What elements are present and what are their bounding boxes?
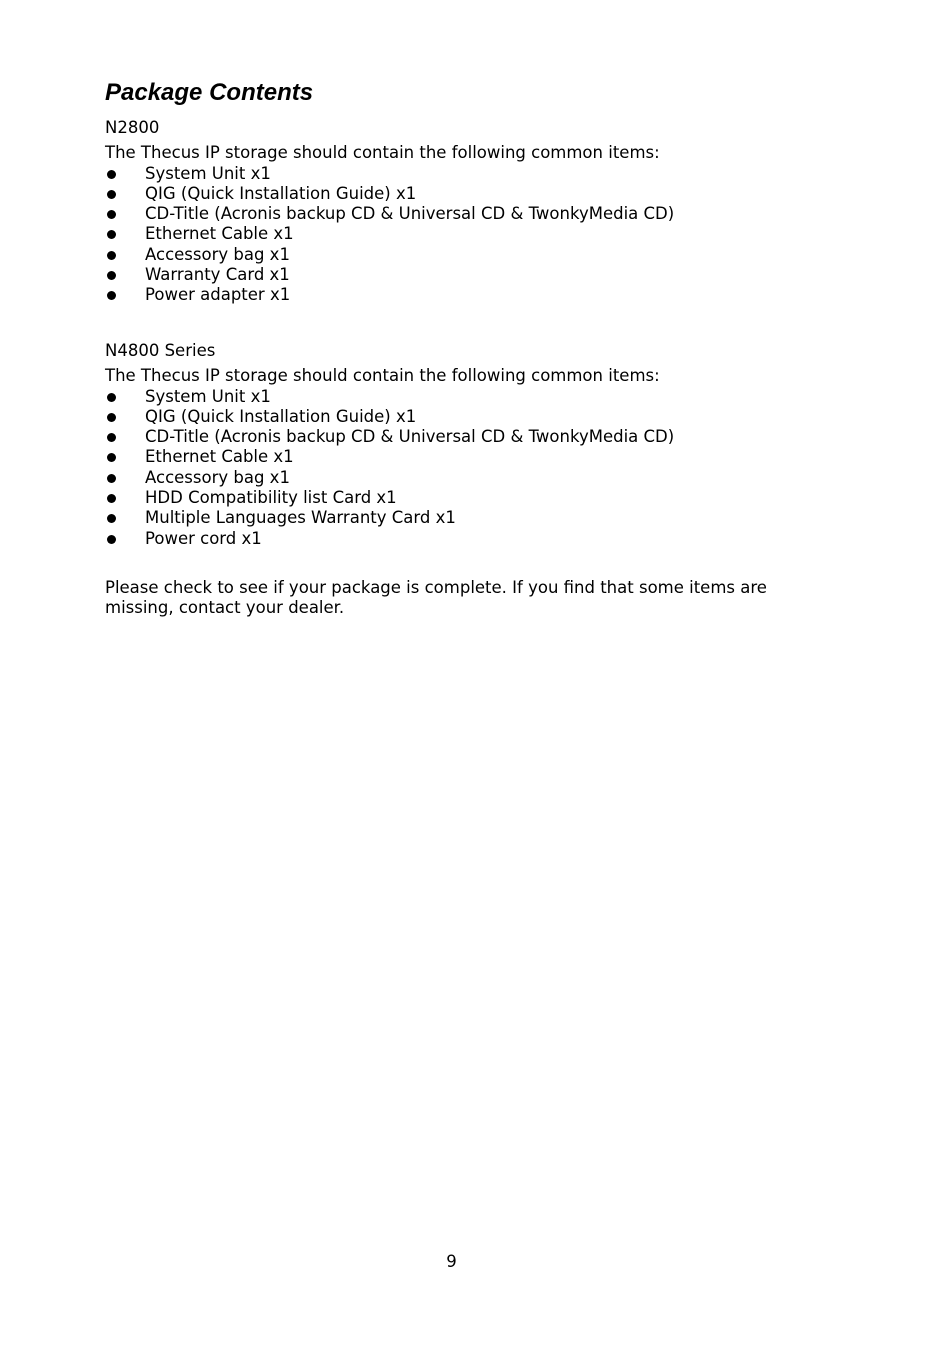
list-item (105, 164, 825, 184)
page-number: 9 (446, 1252, 457, 1271)
list-item-label: QIG (Quick Installation Guide) x1 (145, 406, 417, 426)
bullet-icon (107, 474, 116, 483)
list-item (105, 447, 825, 467)
bullet-icon (107, 271, 116, 280)
list-item (105, 427, 825, 447)
bullet-icon (107, 230, 116, 239)
list-item-label: Power cord x1 (145, 528, 262, 548)
section-model-label: N2800 (105, 118, 160, 137)
list-item-label: QIG (Quick Installation Guide) x1 (145, 183, 417, 203)
list-item-label: System Unit x1 (145, 386, 271, 406)
bullet-icon (107, 535, 116, 544)
bullet-icon (107, 433, 116, 442)
bullet-icon (107, 170, 116, 179)
list-item-label: Multiple Languages Warranty Card x1 (145, 508, 456, 528)
list-item (105, 184, 825, 204)
list-item (105, 204, 825, 224)
list-item-label: System Unit x1 (145, 163, 271, 183)
list-item-label: Accessory bag x1 (145, 467, 290, 487)
list-item (105, 407, 825, 427)
list-item-label: Power adapter x1 (145, 285, 291, 305)
contents-list (105, 387, 825, 549)
list-item-label: Ethernet Cable x1 (145, 224, 294, 244)
closing-line: Please check to see if your package is complete. If you find that some items are (105, 578, 767, 597)
list-item (105, 285, 825, 305)
list-item (105, 245, 825, 265)
list-item (105, 529, 825, 549)
list-item-label: Ethernet Cable x1 (145, 447, 294, 467)
list-item-label: HDD Compatibility list Card x1 (145, 488, 397, 508)
bullet-icon (107, 413, 116, 422)
list-item (105, 468, 825, 488)
list-item (105, 488, 825, 508)
bullet-icon (107, 514, 116, 523)
bullet-icon (107, 453, 116, 462)
page-title: Package Contents (105, 79, 314, 106)
bullet-icon (107, 210, 116, 219)
list-item (105, 508, 825, 528)
list-item (105, 387, 825, 407)
section-model-label: N4800 Series (105, 341, 216, 360)
contents-list (105, 164, 825, 306)
bullet-icon (107, 251, 116, 260)
list-item (105, 265, 825, 285)
bullet-icon (107, 494, 116, 503)
list-item-label: CD-Title (Acronis backup CD & Universal CD & TwonkyMedia CD) (145, 204, 675, 224)
list-item-label: Warranty Card x1 (145, 265, 290, 285)
list-item-label: CD-Title (Acronis backup CD & Universal CD & TwonkyMedia CD) (145, 427, 675, 447)
list-item (105, 224, 825, 244)
section-intro-text: The Thecus IP storage should contain the following common items: (105, 143, 660, 163)
bullet-icon (107, 393, 116, 402)
section-n4800-series (105, 341, 825, 549)
list-item-label: Accessory bag x1 (145, 244, 290, 264)
bullet-icon (107, 190, 116, 199)
section-intro-text: The Thecus IP storage should contain the following common items: (105, 366, 660, 386)
closing-paragraph (105, 578, 825, 619)
closing-line: missing, contact your dealer. (105, 598, 345, 618)
section-n2800 (105, 118, 825, 306)
bullet-icon (107, 291, 116, 300)
